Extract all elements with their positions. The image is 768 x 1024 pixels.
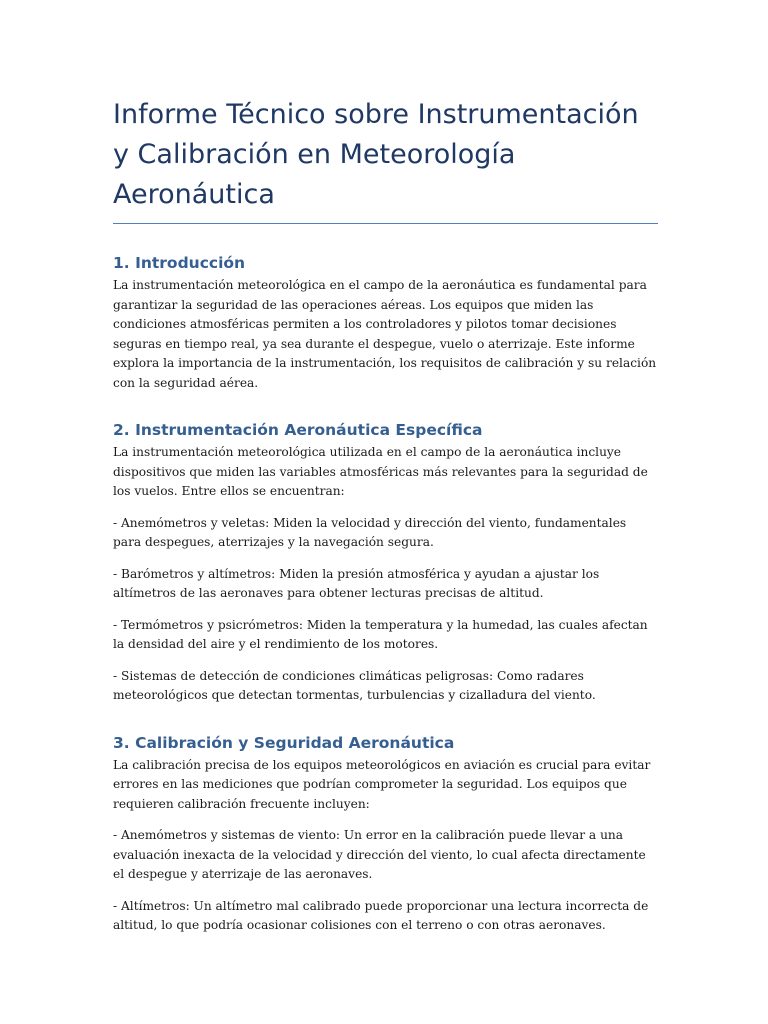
list-item: - Anemómetros y sistemas de viento: Un error en la calibración puede llevar a una evaluación inexacta de la velocidad y dirección del viento, lo cual afecta directamente el despegue y aterrizaje de las aeronaves.	[113, 828, 646, 881]
list-item: - Termómetros y psicrómetros: Miden la temperatura y la humedad, las cuales afectan la densidad del aire y el rendimiento de los motores.	[113, 617, 648, 651]
section-introduccion	[113, 252, 658, 393]
document-body	[113, 95, 658, 948]
paragraph: La instrumentación meteorológica utilizada en el campo de la aeronáutica incluye dispositivos que miden las variables atmosféricas más relevantes para la seguridad de los vuelos. Entre ellos se encuentran:	[113, 445, 648, 498]
list-item: - Altímetros: Un altímetro mal calibrado puede proporcionar una lectura incorrecta de altitud, lo que podría ocasionar colisiones con el terreno o con otras aeronaves.	[113, 898, 649, 932]
list-item: - Anemómetros y veletas: Miden la velocidad y dirección del viento, fundamentales para despegues, aterrizajes y la navegación segura.	[113, 515, 627, 549]
section-heading: 1. Introducción	[113, 254, 246, 272]
section-calibracion	[113, 732, 658, 936]
section-heading: 2. Instrumentación Aeronáutica Específica	[113, 421, 483, 439]
list-item: - Sistemas de detección de condiciones climáticas peligrosas: Como radares meteorológicos que detectan tormentas, turbulencias y cizalladura del viento.	[113, 668, 596, 702]
section-instrumentacion	[113, 419, 658, 706]
document-title: Informe Técnico sobre Instrumentación y Calibración en Meteorología Aeronáutica	[113, 95, 658, 224]
list-item: - Barómetros y altímetros: Miden la presión atmosférica y ayudan a ajustar los altímetros de las aeronaves para obtener lecturas precisas de altitud.	[113, 566, 600, 600]
paragraph: La instrumentación meteorológica en el campo de la aeronáutica es fundamental para garantizar la seguridad de las operaciones aéreas. Los equipos que miden las condiciones atmosféricas permiten a los controladores y pilotos tomar decisiones seguras en tiempo real, ya sea durante el despegue, vuelo o aterrizaje. Este informe explora la importancia de la instrumentación, los requisitos de calibración y su relación con la seguridad aérea.	[113, 278, 657, 390]
paragraph: La calibración precisa de los equipos meteorológicos en aviación es crucial para evitar errores en las mediciones que podrían comprometer la seguridad. Los equipos que requieren calibración frecuente incluyen:	[113, 757, 651, 811]
section-heading: 3. Calibración y Seguridad Aeronáutica	[113, 733, 455, 752]
